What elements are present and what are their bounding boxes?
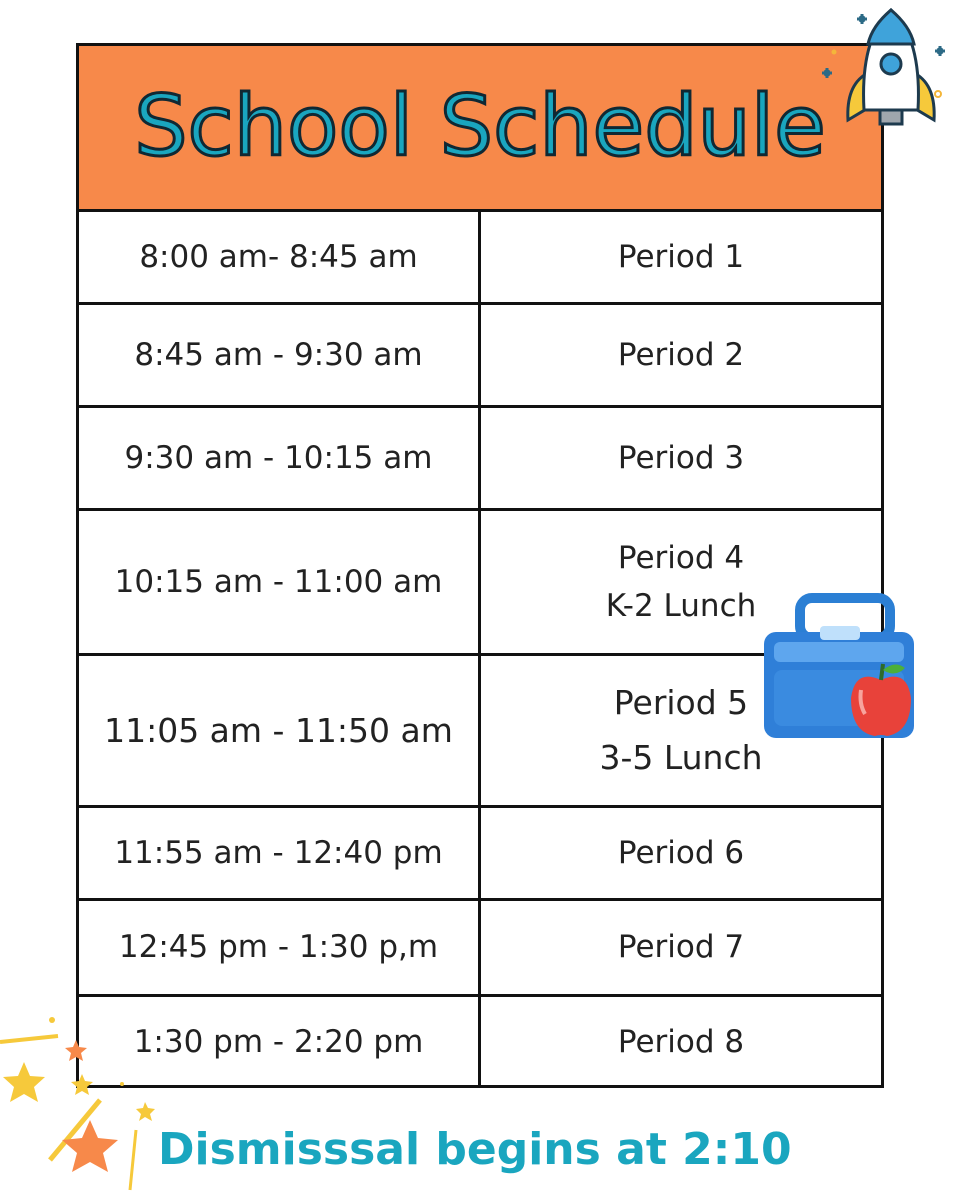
period-label: Period 7	[617, 929, 745, 966]
period-label: Period 4	[617, 539, 745, 576]
dismissal-note: Dismisssal begins at 2:10	[158, 1124, 792, 1175]
time-cell: 12:45 pm - 1:30 p,m	[79, 901, 481, 994]
rocket-icon	[820, 4, 955, 134]
period-label: Period 3	[617, 439, 745, 476]
lunch-label: K-2 Lunch	[605, 588, 757, 624]
page-title: School Schedule	[134, 76, 826, 175]
period-cell	[481, 808, 881, 898]
table-row	[79, 408, 881, 511]
time-cell: 8:45 am - 9:30 am	[79, 305, 481, 405]
time-cell: 9:30 am - 10:15 am	[79, 408, 481, 508]
period-label: Period 1	[617, 238, 745, 275]
period-cell	[481, 901, 881, 994]
lunch-label: 3-5 Lunch	[599, 737, 763, 777]
apple-icon	[845, 660, 917, 740]
schedule-card	[76, 43, 884, 1088]
period-cell	[481, 305, 881, 405]
time-cell: 11:55 am - 12:40 pm	[79, 808, 481, 898]
table-row	[79, 212, 881, 305]
period-cell	[481, 997, 881, 1088]
shooting-stars-icon	[0, 1010, 160, 1200]
time-cell: 11:05 am - 11:50 am	[79, 656, 481, 805]
table-row	[79, 808, 881, 901]
period-cell	[481, 212, 881, 302]
period-label: Period 6	[617, 834, 745, 871]
table-row	[79, 305, 881, 408]
period-label: Period 5	[613, 683, 749, 723]
period-label: Period 8	[617, 1024, 745, 1061]
time-cell: 10:15 am - 11:00 am	[79, 511, 481, 653]
schedule-header	[79, 46, 881, 212]
time-cell: 8:00 am- 8:45 am	[79, 212, 481, 302]
table-row	[79, 901, 881, 997]
period-cell	[481, 408, 881, 508]
period-label: Period 2	[617, 336, 745, 373]
table-row	[79, 997, 881, 1088]
time-cell: 1:30 pm - 2:20 pm	[79, 997, 481, 1088]
